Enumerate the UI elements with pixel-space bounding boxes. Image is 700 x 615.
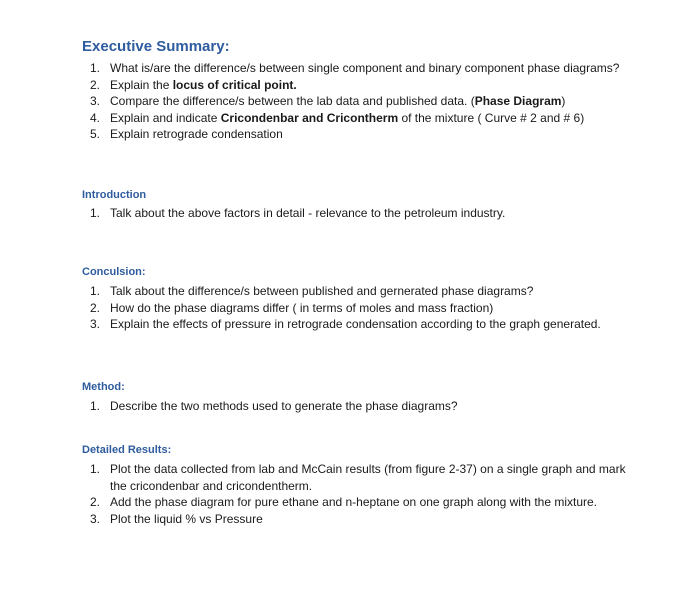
list-item: 1. Talk about the difference/s between published and gernerated phase diagrams? — [90, 284, 534, 298]
item-text: Explain the effects of pressure in retrograde condensation according to the graph generated. — [110, 317, 601, 331]
item-text: Explain retrograde condensation — [110, 127, 283, 141]
executive-summary-list — [82, 60, 642, 143]
introduction-list — [82, 205, 642, 222]
list-item: 1. Talk about the above factors in detail - relevance to the petroleum industry. — [90, 206, 506, 220]
method-heading: Method: — [82, 381, 125, 393]
list-item: 1. Describe the two methods used to generate the phase diagrams? — [90, 399, 458, 413]
introduction-section — [82, 189, 642, 222]
introduction-heading: Introduction — [82, 189, 147, 201]
item-text: Add the phase diagram for pure ethane and n-heptane on one graph along with the mixture. — [110, 495, 598, 509]
detailed-results-heading: Detailed Results: — [82, 444, 172, 456]
list-item: 2. Explain the locus of critical point. — [90, 77, 297, 92]
item-text: Compare the difference/s between the lab data and published data. (Phase Diagram) — [110, 94, 566, 108]
detailed-results-list — [82, 461, 642, 527]
executive-summary-heading: Executive Summary: — [82, 38, 230, 55]
item-text: Plot the data collected from lab and McCain results (from figure 2-37) on a single graph and mark the cricondenbar and cricondentherm. — [110, 462, 626, 493]
item-text: Talk about the difference/s between published and gernerated phase diagrams? — [110, 284, 534, 298]
list-item: 3. Compare the difference/s between the lab data and published data. (Phase Diagram) — [90, 94, 566, 108]
list-item: 1. What is/are the difference/s between single component and binary component phase diagrams? — [90, 61, 620, 75]
executive-summary-section — [82, 38, 642, 143]
item-text: Explain and indicate Cricondenbar and Cricontherm of the mixture ( Curve # 2 and # 6) — [110, 110, 585, 125]
list-item: 5. Explain retrograde condensation — [90, 127, 283, 141]
method-section — [82, 381, 642, 415]
item-text: Talk about the above factors in detail - relevance to the petroleum industry. — [110, 206, 506, 220]
item-text: What is/are the difference/s between single component and binary component phase diagrams? — [110, 61, 620, 75]
list-item: 3. Explain the effects of pressure in retrograde condensation according to the graph generated. — [90, 317, 601, 331]
list-item: 3. Plot the liquid % vs Pressure — [90, 511, 263, 526]
conclusion-heading: Conculsion: — [82, 266, 146, 278]
conclusion-section — [82, 266, 642, 333]
list-item: 4. Explain and indicate Cricondenbar and Cricontherm of the mixture ( Curve # 2 and # 6) — [90, 110, 585, 125]
list-item: 2. How do the phase diagrams differ ( in terms of moles and mass fraction) — [90, 300, 494, 315]
list-item: 1. Plot the data collected from lab and McCain results (from figure 2-37) on a single graph and mark the cricondenbar and cricondentherm. — [90, 462, 626, 493]
item-text: Explain the locus of critical point. — [110, 77, 297, 92]
method-list — [82, 398, 642, 415]
conclusion-list — [82, 283, 642, 333]
item-text: How do the phase diagrams differ ( in terms of moles and mass fraction) — [110, 300, 494, 315]
detailed-results-section — [82, 444, 642, 527]
item-text: Describe the two methods used to generate the phase diagrams? — [110, 399, 458, 413]
list-item: 2. Add the phase diagram for pure ethane and n-heptane on one graph along with the mixture. — [90, 495, 598, 509]
item-text: Plot the liquid % vs Pressure — [110, 511, 263, 526]
